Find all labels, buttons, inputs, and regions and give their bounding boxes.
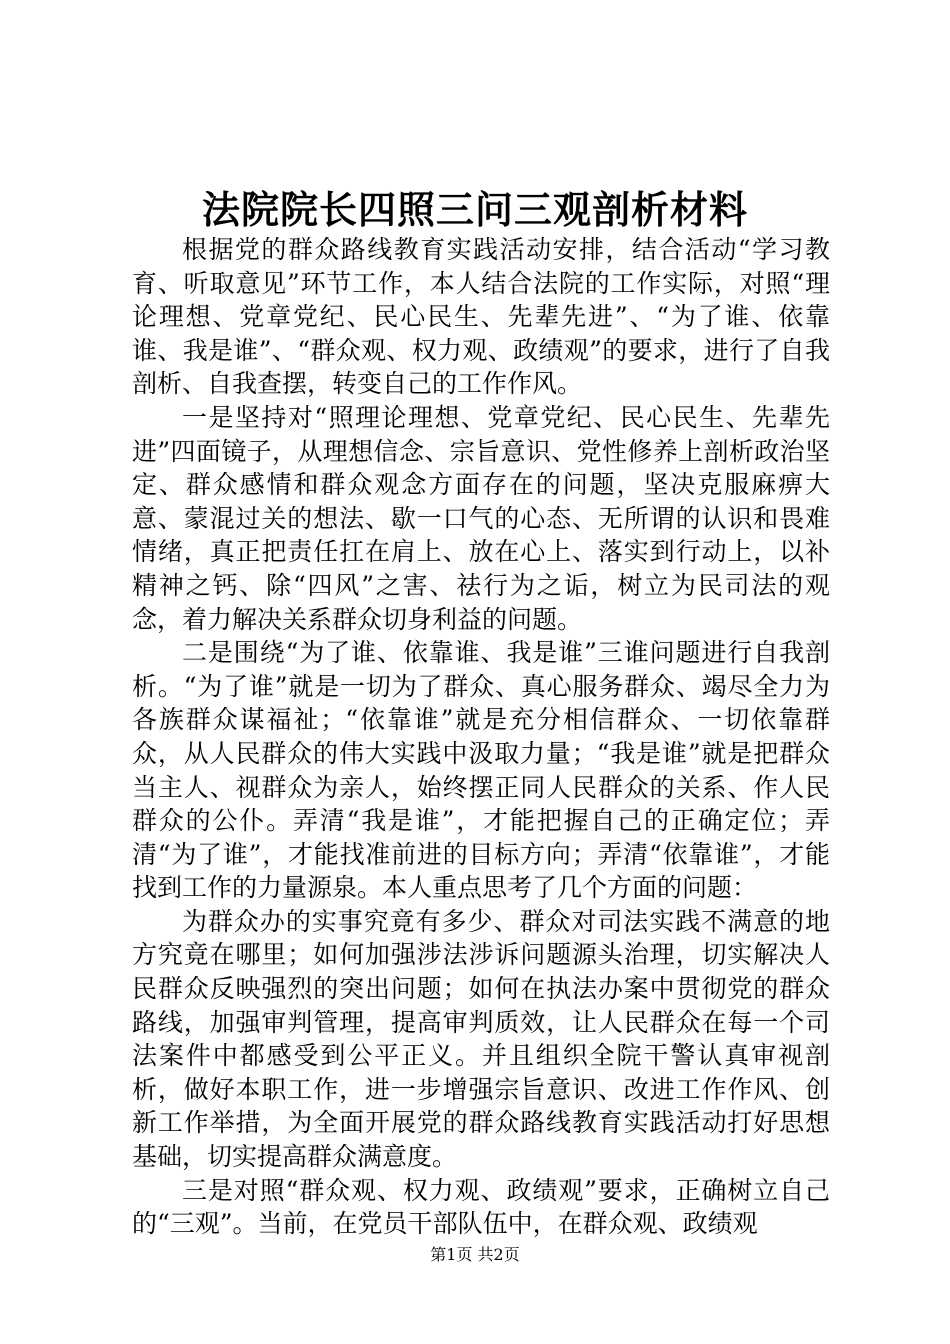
page-number-footer: 第1页 共2页 xyxy=(430,1245,520,1264)
paragraph-point-one: 一是坚持对“照理论理想、党章党纪、民心民生、先辈先进”四面镜子，从理想信念、宗旨意识、党性修养上剖析政治坚定、群众感情和群众观念方面存在的问题，坚决克服麻痹大意、蒙混过关的想法、歇一口气的心态、无所谓的认识和畏难情绪，真正把责任扛在肩上、放在心上、落实到行动上，以补精神之钙、除“四风”之害、祛行为之诟，树立为民司法的观念，着力解决关系群众切身利益的问题。 xyxy=(132,402,830,634)
paragraph-intro: 根据党的群众路线教育实践活动安排，结合活动“学习教育、听取意见”环节工作，本人结合法院的工作实际，对照“理论理想、党章党纪、民心民生、先辈先进”、“为了谁、依靠谁、我是谁”、“群众观、权力观、政绩观”的要求，进行了自我剖析、自我查摆，转变自己的工作作风。 xyxy=(132,235,830,399)
document-body xyxy=(132,233,830,1241)
paragraph-questions: 为群众办的实事究竟有多少、群众对司法实践不满意的地方究竟在哪里；如何加强涉法涉诉问题源头治理，切实解决人民群众反映强烈的突出问题；如何在执法办案中贯彻党的群众路线，加强审判管理，提高审判质效，让人民群众在每一个司法案件中都感受到公平正义。并且组织全院干警认真审视剖析，做好本职工作，进一步增强宗旨意识、改进工作作风、创新工作举措，为全面开展党的群众路线教育实践活动打好思想基础，切实提高群众满意度。 xyxy=(132,906,830,1172)
document-title: 法院院长四照三问三观剖析材料 xyxy=(201,187,748,232)
paragraph-point-two: 二是围绕“为了谁、依靠谁、我是谁”三谁问题进行自我剖析。“为了谁”就是一切为了群众、真心服务群众、竭尽全力为各族群众谋福祉；“依靠谁”就是充分相信群众、一切依靠群众，从人民群众的伟大实践中汲取力量；“我是谁”就是把群众当主人、视群众为亲人，始终摆正同人民群众的关系、作人民群众的公仆。弄清“我是谁”，才能把握自己的正确定位；弄清“为了谁”，才能找准前进的目标方向；弄清“依靠谁”，才能找到工作的力量源泉。本人重点思考了几个方面的问题： xyxy=(132,638,830,903)
paragraph-point-three: 三是对照“群众观、权力观、政绩观”要求，正确树立自己的“三观”。当前，在党员干部队伍中，在群众观、政绩观 xyxy=(132,1175,830,1239)
